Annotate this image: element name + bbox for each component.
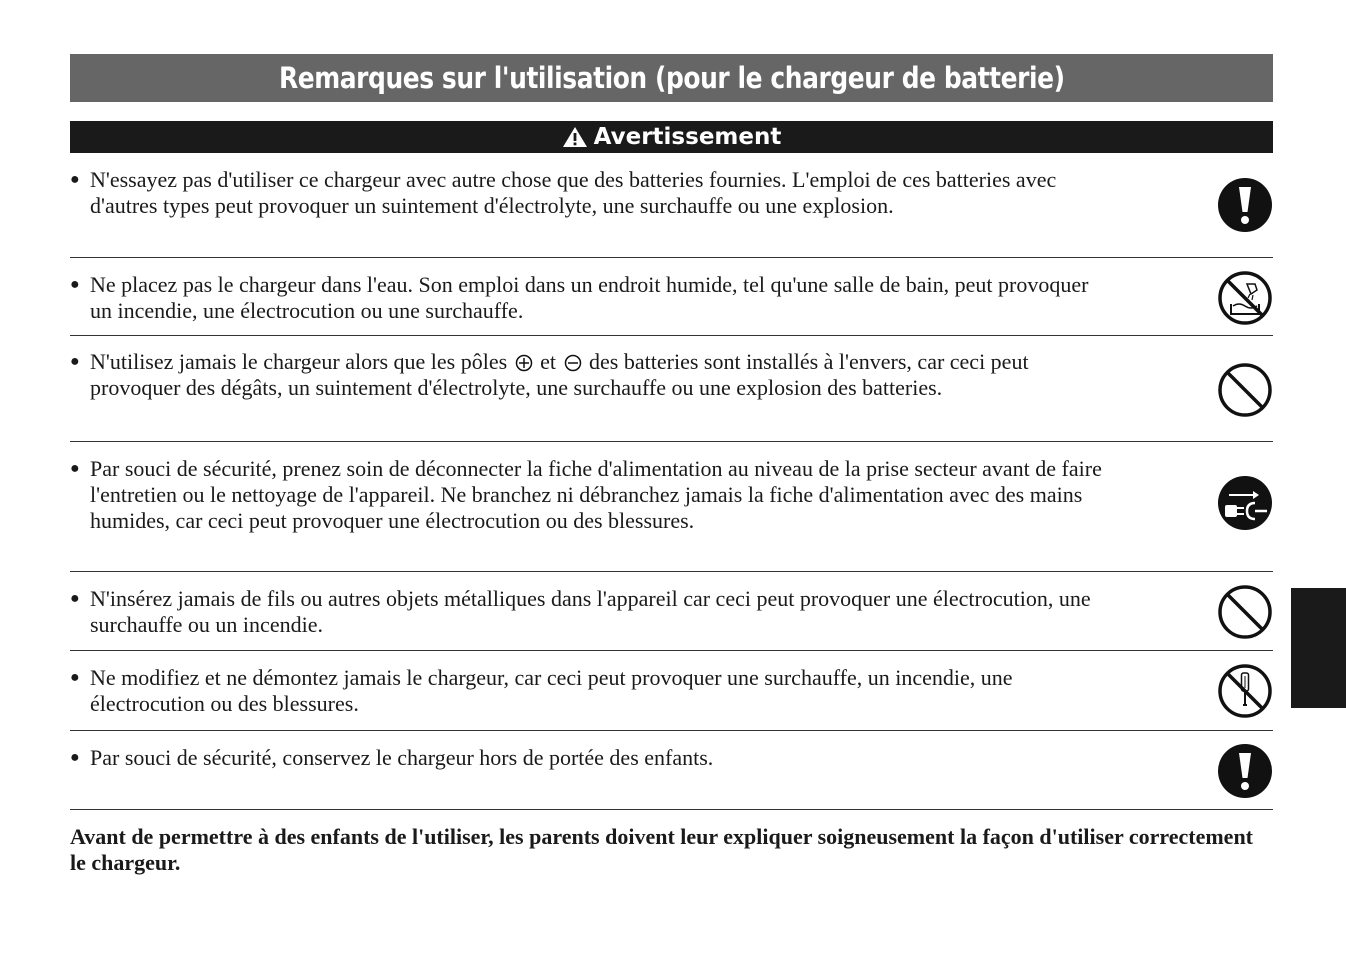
- warning-label: Avertissement: [593, 124, 782, 150]
- item-text-b: et: [540, 349, 557, 374]
- prohibited-icon: [1217, 362, 1273, 418]
- list-item: [70, 153, 1273, 258]
- bullet: ●: [70, 460, 80, 477]
- item-text: Par souci de sécurité, conservez le chargeur hors de portée des enfants.: [90, 745, 714, 770]
- warning-triangle-icon: [562, 126, 588, 148]
- list-item: [70, 572, 1273, 651]
- bullet: ●: [70, 669, 80, 686]
- list-item: [70, 651, 1273, 731]
- list-item: [70, 336, 1273, 442]
- bullet: ●: [70, 353, 80, 370]
- prohibited-icon: [1217, 584, 1273, 640]
- plus-pole-icon: [515, 354, 533, 372]
- page-title-text: Remarques sur l'utilisation (pour le chargeur de batterie): [278, 61, 1065, 95]
- footer-note: Avant de permettre à des enfants de l'utiliser, les parents doivent leur expliquer soigneusement la façon d'utiliser correctement le chargeur.: [70, 824, 1254, 875]
- item-text: Par souci de sécurité, prenez soin de déconnecter la fiche d'alimentation au niveau de la prise secteur avant de faire l'entretien ou le nettoyage de l'appareil. Ne branchez ni débranchez jamais la fiche d'alimentation avec des mains humides, car ceci peut provoquer une électrocution ou des blessures.: [90, 456, 1102, 533]
- exclamation-icon: [1217, 743, 1273, 799]
- list-item: [70, 731, 1273, 810]
- bullet: ●: [70, 590, 80, 607]
- item-text: N'essayez pas d'utiliser ce chargeur avec autre chose que des batteries fournies. L'emploi de ces batteries avec d'autres types peut provoquer un suintement d'électrolyte, une surchauffe ou une explosion.: [90, 167, 1057, 218]
- warning-banner: [70, 121, 1273, 153]
- list-item: [70, 258, 1273, 336]
- bullet: ●: [70, 749, 80, 766]
- minus-pole-icon: [564, 354, 582, 372]
- exclamation-icon: [1217, 177, 1273, 233]
- item-text: Ne modifiez et ne démontez jamais le chargeur, car ceci peut provoquer une surchauffe, un incendie, une électrocution ou des blessures.: [90, 665, 1013, 716]
- bullet: ●: [70, 171, 80, 188]
- no-water-icon: [1217, 270, 1273, 326]
- item-text: N'insérez jamais de fils ou autres objets métalliques dans l'appareil car ceci peut provoquer une électrocution, une surchauffe ou un incendie.: [90, 586, 1091, 637]
- bullet: ●: [70, 276, 80, 293]
- item-text-c: des batteries sont installés à l'envers, car ceci peut provoquer des dégâts, un suintement d'électrolyte, une surchauffe ou une explosion des batteries.: [90, 349, 1029, 400]
- unplug-icon: [1217, 475, 1273, 531]
- no-disassembly-icon: [1217, 663, 1273, 719]
- item-text-a: N'utilisez jamais le chargeur alors que les pôles: [90, 349, 508, 374]
- item-text: Ne placez pas le chargeur dans l'eau. Son emploi dans un endroit humide, tel qu'une salle de bain, peut provoquer un incendie, une électrocution ou une surchauffe.: [90, 272, 1089, 323]
- section-tab: [1291, 588, 1346, 708]
- page-title: [70, 54, 1273, 102]
- list-item: [70, 442, 1273, 572]
